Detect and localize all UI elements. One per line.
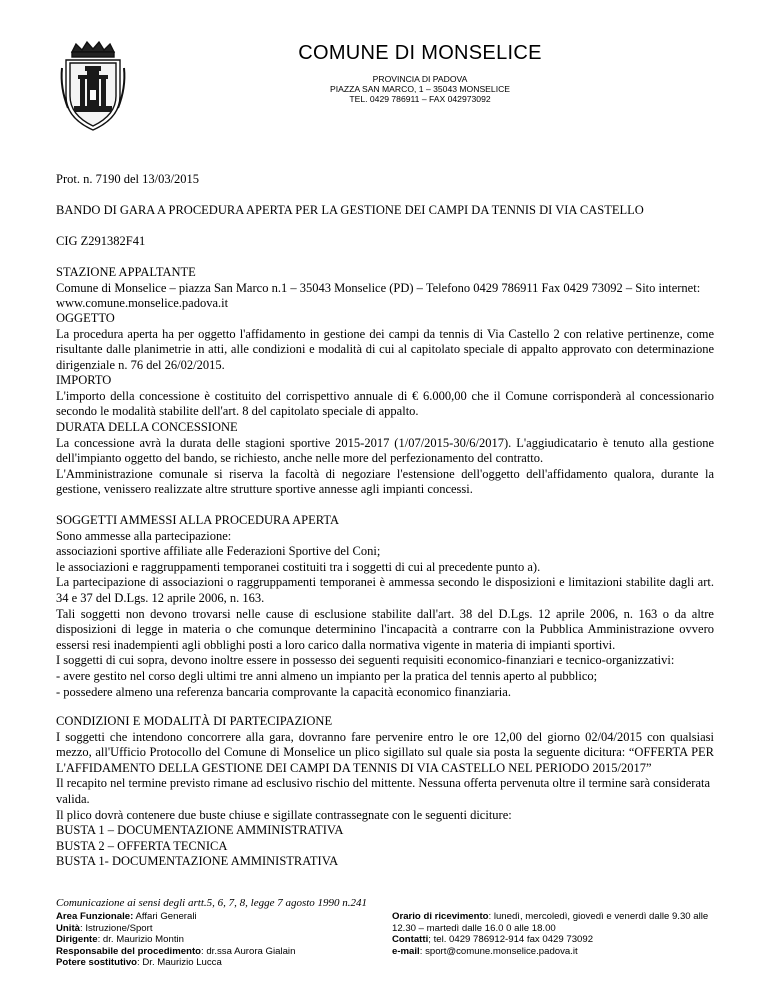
legal-footnote: Comunicazione ai sensi degli artt.5, 6, 7, 8, legge 7 agosto 1990 n.241 <box>56 897 368 909</box>
busta1-heading: BUSTA 1- DOCUMENTAZIONE AMMINISTRATIVA <box>56 854 339 868</box>
footer-email: e-mail: sport@comune.monselice.padova.it <box>392 945 578 957</box>
section-importo <box>56 373 714 420</box>
section-text: I soggetti di cui sopra, devono inoltre essere in possesso dei seguenti requisiti economico-finanziari e tecnico-organizzativi: <box>56 653 675 668</box>
section-text: BUSTA 1 – DOCUMENTAZIONE AMMINISTRATIVA <box>56 823 344 838</box>
section-text: BUSTA 2 – OFFERTA TECNICA <box>56 838 228 853</box>
cig-code: CIG Z291382F41 <box>56 234 146 248</box>
municipal-crest-icon <box>58 38 128 133</box>
footer-contact-info <box>392 911 712 957</box>
bando-title: BANDO DI GARA A PROCEDURA APERTA PER LA GESTIONE DEI CAMPI DA TENNIS DI VIA CASTELLO <box>56 203 644 217</box>
section-heading: IMPORTO <box>56 373 112 387</box>
section-text: Comune di Monselice – piazza San Marco n.1 – 35043 Monselice (PD) – Telefono 0429 786911 Fax 0429 73092 – Sito internet: www.comune.monselice.padova.it <box>56 280 701 311</box>
footer-contatti: Contatti; tel. 0429 786912-914 fax 0429 73092 <box>392 934 594 946</box>
phone-line: TEL. 0429 786911 – FAX 042973092 <box>349 94 491 104</box>
section-text: La partecipazione di associazioni o raggruppamenti temporanei è ammessa secondo le disposizioni e limitazioni stabilite dagli art. 34 e 37 del D.Lgs. 12 aprile 2006, n. 163. <box>56 575 714 605</box>
section-durata <box>56 420 714 498</box>
footer-unita: Unità: Istruzione/Sport <box>56 922 153 934</box>
address-line: PIAZZA SAN MARCO, 1 – 35043 MONSELICE <box>329 84 511 94</box>
section-text: associazioni sportive affiliate alle Federazioni Sportive del Coni; <box>56 544 381 559</box>
section-condizioni <box>56 714 714 854</box>
footer-area: Area Funzionale: Affari Generali <box>56 911 197 922</box>
footer-potere: Potere sostitutivo: Dr. Maurizio Lucca <box>56 957 222 969</box>
section-heading: OGGETTO <box>56 311 115 325</box>
section-text: Tali soggetti non devono trovarsi nelle cause di esclusione stabilite dall'art. 38 del D.Lgs. 12 aprile 2006, n. 163 o da altre disposizioni di legge in materia o che comunque determinino l'incapacità a contrarre con la Pubblica Amministrazione ovvero essersi resi inadempienti agli obblighi posti a loro carico dalla normativa vigente in materia di impianti sportivi. <box>56 606 714 652</box>
section-text: Il plico dovrà contenere due buste chiuse e sigillate contrassegnate con le seguenti diciture: <box>56 807 512 822</box>
section-text: Il recapito nel termine previsto rimane ad esclusivo rischio del mittente. Nessuna offerta pervenuta oltre il termine sarà considerata valida. <box>56 776 711 806</box>
section-heading: STAZIONE APPALTANTE <box>56 265 196 279</box>
section-oggetto <box>56 311 714 373</box>
section-text: L'importo della concessione è costituito del corrispettivo annuale di € 6.000,00 che il Comune corrisponderà al concessionario secondo le modalità stabilite dell'art. 8 del capitolato speciale di appalto. <box>56 388 714 419</box>
section-text: - possedere almeno una referenza bancaria comprovante la capacità economico finanziaria. <box>56 684 511 699</box>
section-text: - avere gestito nel corso degli ultimi tre anni almeno un impianto per la pratica del tennis aperto al pubblico; <box>56 668 598 683</box>
section-heading: SOGGETTI AMMESSI ALLA PROCEDURA APERTA <box>56 513 340 527</box>
section-heading: DURATA DELLA CONCESSIONE <box>56 420 238 434</box>
footer-orario: Orario di ricevimento: lunedì, mercoledì, giovedì e venerdì dalle 9.30 alle 12.30 – martedì dalle 16.0 0 alle 18.00 <box>392 911 709 934</box>
section-text: le associazioni e raggruppamenti temporanei costituiti tra i soggetti di cui al precedente punto a). <box>56 559 541 574</box>
section-text: La concessione avrà la durata delle stagioni sportive 2015-2017 (1/07/2015-30/6/2017). L'aggiudicatario è tenuto alla gestione dell'impianto oggetto del bando, se richiesto, anche nelle more del perfezionamento del contratto. <box>56 435 714 466</box>
section-stazione <box>56 265 714 312</box>
section-text: L'Amministrazione comunale si riserva la facoltà di negoziare l'estensione dell'oggetto dell'affidamento qualora, durante la gestione, venissero realizzate altre strutture sportive annesse agli impianti concessi. <box>56 466 714 497</box>
section-text: Sono ammesse alla partecipazione: <box>56 528 232 543</box>
protocol-number: Prot. n. 7190 del 13/03/2015 <box>56 172 200 186</box>
section-text: La procedura aperta ha per oggetto l'affidamento in gestione dei campi da tennis di Via Castello 2 con relative pertinenze, come risultante dalle planimetrie in atti, alle condizioni e modalità di cui al capitolato speciale di appalto approvato con determinazione dirigenziale n. 76 del 26/02/2015. <box>56 326 714 372</box>
municipality-title: COMUNE DI MONSELICE <box>298 42 542 64</box>
footer-dirigente: Dirigente: dr. Maurizio Montin <box>56 934 184 946</box>
section-heading: CONDIZIONI E MODALITÀ DI PARTECIPAZIONE <box>56 714 333 728</box>
footer-office-info <box>56 911 295 969</box>
section-text: I soggetti che intendono concorrere alla gara, dovranno fare pervenire entro le ore 12,00 del giorno 02/04/2015 con qualsiasi mezzo, all'Ufficio Protocollo del Comune di Monselice un plico sigillato sul quale sia posta la seguente dicitura: “OFFERTA PER L'AFFIDAMENTO DELLA GESTIONE DEI CAMPI DA TENNIS DI VIA CASTELLO NEL PERIODO 2015/2017” <box>56 729 714 775</box>
province-line: PROVINCIA DI PADOVA <box>372 74 468 84</box>
section-soggetti <box>56 513 714 700</box>
footer-responsabile: Responsabile del procedimento: dr.ssa Aurora Gialain <box>56 945 296 957</box>
